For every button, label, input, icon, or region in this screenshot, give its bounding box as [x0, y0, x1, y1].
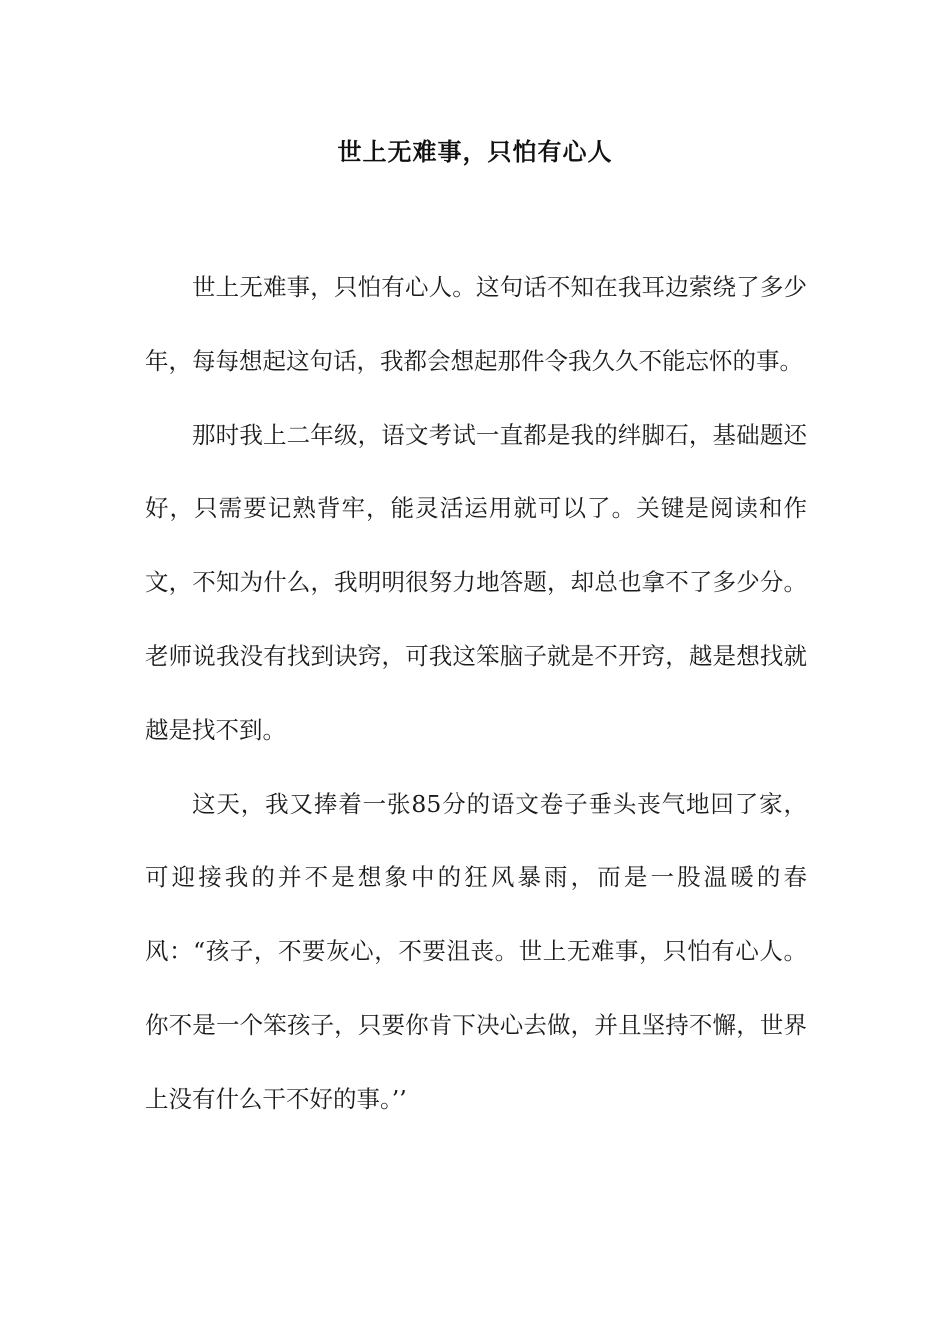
paragraph-1: 世上无难事，只怕有心人。这句话不知在我耳边萦绕了多少年，每每想起这句话，我都会想起那件令我久久不能忘怀的事。: [145, 273, 807, 375]
paragraph-2: 那时我上二年级，语文考试一直都是我的绊脚石，基础题还好，只需要记熟背牢，能灵活运用就可以了。关键是阅读和作文，不知为什么，我明明很努力地答题，却总也拿不了多少分。老师说我没有找到诀窍，可我这笨脑子就是不开窍，越是想找就越是找不到。: [145, 420, 807, 744]
document-title: 世上无难事，只怕有心人: [337, 137, 613, 166]
document-body: [145, 251, 807, 1137]
paragraph-3: 这天，我又捧着一张85分的语文卷子垂头丧气地回了家，可迎接我的并不是想象中的狂风暴雨，而是一股温暖的春风：“孩子，不要灰心，不要沮丧。世上无难事，只怕有心人。你不是一个笨孩子，只要你肯下决心去做，并且坚持不懈，世界上没有什么干不好的事。’’: [145, 789, 807, 1113]
